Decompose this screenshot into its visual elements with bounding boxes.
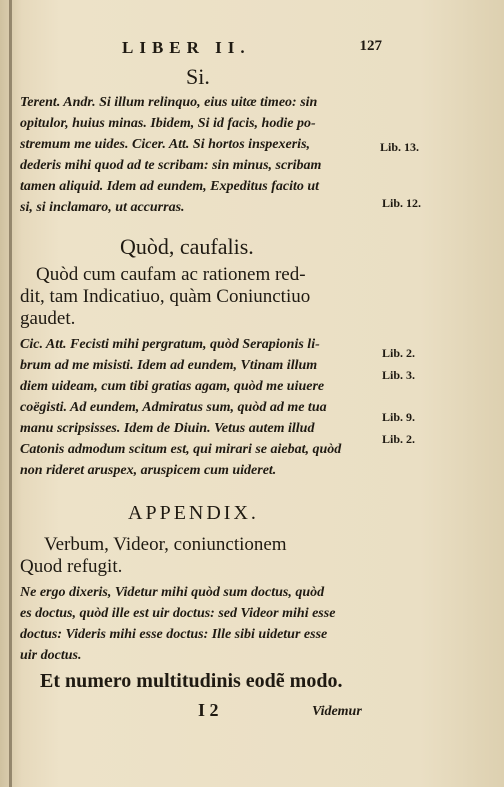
margin-reference: Lib. 9. [382,410,416,424]
appendix-closing-line: Et numero multitudinis eodẽ modo. [40,670,343,692]
section-si-text [20,92,382,218]
text-line: diem uideam, cum tibi gratias agam, quòd me uiuere [20,379,325,394]
rule-line: Quòd cum caufam ac rationem red- [36,264,306,285]
running-head: LIBER II. [122,38,251,57]
rule-line: Quod refugit. [20,556,123,577]
text-line: doctus: Videris mihi esse doctus: Ille sibi uidetur esse [20,627,328,642]
text-line: Cic. Att. Fecisti mihi pergratum, quòd Serapionis li- [20,337,320,352]
text-line: brum ad me misisti. Idem ad eundem, Vtinam illum [20,358,318,373]
text-line: coëgisti. Ad eundem, Admiratus sum, quòd ad me tua [20,400,327,415]
section-quod-text [20,334,382,481]
appendix-text [20,582,382,666]
text-line: Catonis admodum scitum est, qui mirari se aiebat, quòd [20,442,342,457]
text-line: dederis mihi quod ad te scribam: sin minus, scribam [20,158,322,173]
text-line: tamen aliquid. Idem ad eundem, Expeditus facito ut [20,179,320,194]
margin-reference: Lib. 12. [382,196,422,210]
appendix-heading: APPENDIX. [128,502,259,524]
appendix-rule [20,534,384,578]
rule-line: gaudet. [20,308,76,329]
rule-line: Verbum, Videor, coniunctionem [44,534,287,555]
text-line: Ne ergo dixeris, Videtur mihi quòd sum doctus, quòd [20,585,325,600]
text-line: stremum me uides. Cicer. Att. Si hortos inspexeris, [20,137,311,152]
section-heading-si: Si. [186,64,210,89]
page-header [122,38,382,62]
section-heading-quod: Quòd, caufalis. [120,234,254,259]
rule-line: dit, tam Indicatiuo, quàm Coniunctiuo [20,286,311,307]
margin-reference: Lib. 2. [382,432,416,446]
gutter-binding [9,0,12,787]
text-line: non rideret aruspex, aruspicem cum uideret. [20,463,277,478]
folio-number: 127 [359,38,382,54]
margin-reference: Lib. 13. [380,140,420,154]
margin-reference: Lib. 2. [382,346,416,360]
text-line: manu scripsisses. Idem de Diuin. Vetus autem illud [20,421,315,436]
section-quod-rule [20,264,386,330]
text-line: opitulor, huius minas. Ibidem, Si id facis, hodie po- [20,116,316,131]
catchword: Videmur [312,704,362,719]
text-line: Terent. Andr. Si illum relinquo, eius uitæ timeo: sin [20,95,318,110]
text-line: si, si inclamaro, ut accurras. [20,200,185,215]
text-line: uir doctus. [20,648,82,663]
signature-mark: I 2 [198,700,219,720]
text-line: es doctus, quòd ille est uir doctus: sed Videor mihi esse [20,606,336,621]
margin-reference: Lib. 3. [382,368,416,382]
